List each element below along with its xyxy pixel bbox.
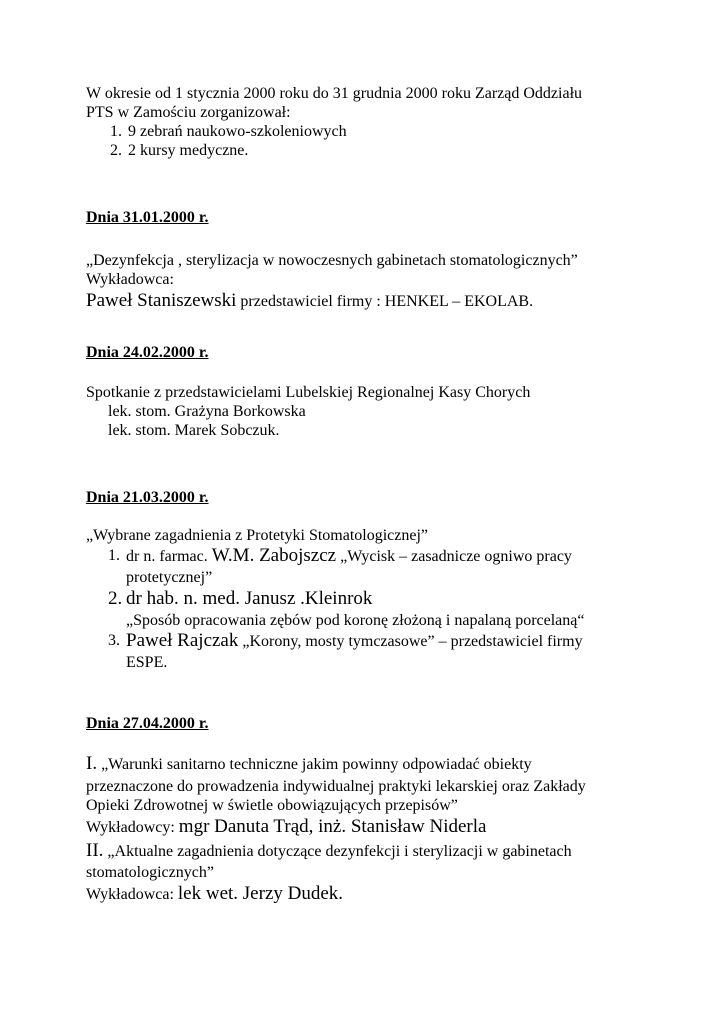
spacer <box>86 733 646 752</box>
intro-item-text: 2 kursy medyczne. <box>128 142 249 159</box>
spacer <box>86 672 646 714</box>
lecturer-info: przedstawiciel firmy : HENKEL – EKOLAB. <box>240 293 534 310</box>
spacer <box>86 362 646 383</box>
lecturers-line <box>86 815 646 839</box>
section-heading-4: Dnia 27.04.2000 r. <box>86 715 209 732</box>
intro-list-item: 1. 9 zebrań naukowo-szkoleniowych <box>110 123 347 140</box>
section-heading-3: Dnia 21.03.2000 r. <box>86 489 209 506</box>
spacer <box>86 160 646 208</box>
lecture-item-2: 2. dr hab. n. med. Janusz .Kleinrok <box>108 588 373 609</box>
spacer <box>86 227 646 251</box>
lecturer-line <box>86 289 646 314</box>
document-page <box>86 84 646 907</box>
intro-line-2: PTS w Zamościu zorganizował: <box>86 104 291 121</box>
lecture-item-1: 1. dr n. farmac. W.M. Zabojszcz „Wycisk – zasadnicze ogniwo pracy <box>108 545 572 566</box>
spacer <box>86 314 646 343</box>
section-heading-2: Dnia 24.02.2000 r. <box>86 344 209 361</box>
lecture-topic: „Sposób opracowania zębów pod koronę złożoną i napalaną porcelaną“ <box>126 612 585 629</box>
lecture-topic: „Korony, mosty tymczasowe” – przedstawiciel firmy <box>242 633 583 650</box>
lecturer-name: Paweł Rajczak <box>126 630 239 651</box>
spacer <box>86 507 646 526</box>
part-1-line-2: przeznaczone do prowadzenia indywidualnej praktyki lekarskiej oraz Zakłady <box>86 778 586 795</box>
intro-line-1: W okresie od 1 stycznia 2000 roku do 31 grudnia 2000 roku Zarząd Oddziału <box>86 85 583 102</box>
part-2-line-1: II. „Aktualne zagadnienia dotyczące dezynfekcji i sterylizacji w gabinetach <box>86 840 572 861</box>
lecture-title-3: „Wybrane zagadnienia z Protetyki Stomatologicznej” <box>86 527 429 544</box>
intro-item-text: 9 zebrań naukowo-szkoleniowych <box>128 123 347 140</box>
lecturer-label: Wykładowca: <box>86 886 174 903</box>
lecture-topic-cont: protetycznej” <box>126 569 213 586</box>
part-2-line-2: stomatologicznych” <box>86 864 214 881</box>
item-prefix: dr n. farmac. <box>126 548 208 565</box>
roman-numeral: I. <box>86 753 98 774</box>
section-heading-1: Dnia 31.01.2000 r. <box>86 209 209 226</box>
lecturers-names: mgr Danuta Trąd, inż. Stanisław Niderla <box>178 816 487 837</box>
meeting-text: Spotkanie z przedstawicielami Lubelskiej Regionalnej Kasy Chorych <box>86 384 531 401</box>
lecturer-name: W.M. Zabojszcz <box>211 545 337 566</box>
lecture-topic-cont: ESPE. <box>126 654 168 671</box>
lecturer-name: dr hab. n. med. Janusz .Kleinrok <box>126 588 373 609</box>
intro-list <box>86 122 646 160</box>
lecturers-label: Wykładowcy: <box>86 819 175 836</box>
intro-list-item: 2. 2 kursy medyczne. <box>110 142 249 159</box>
lecture-item-3: 3. Paweł Rajczak „Korony, mosty tymczasowe” – przedstawiciel firmy <box>108 630 583 651</box>
lecturer-line <box>86 882 646 907</box>
spacer <box>86 440 646 488</box>
lecture-topic: „Wycisk – zasadnicze ogniwo pracy <box>340 548 572 565</box>
roman-numeral: II. <box>86 840 104 861</box>
part-1-line-1: I. „Warunki sanitarno techniczne jakim powinny odpowiadać obiekty <box>86 753 532 774</box>
lecture-title-1: „Dezynfekcja , sterylizacja w nowoczesnych gabinetach stomatologicznych” <box>86 252 578 269</box>
attendee: lek. stom. Marek Sobczuk. <box>108 422 280 439</box>
part-1-line-3: Opieki Zdrowotnej w świetle obowiązujących przepisów” <box>86 797 458 814</box>
attendee: lek. stom. Grażyna Borkowska <box>108 403 306 420</box>
lecturer-label: Wykładowca: <box>86 271 174 288</box>
lecturer-name: lek wet. Jerzy Dudek. <box>177 883 344 904</box>
lecturer-name: Paweł Staniszewski <box>86 290 237 311</box>
